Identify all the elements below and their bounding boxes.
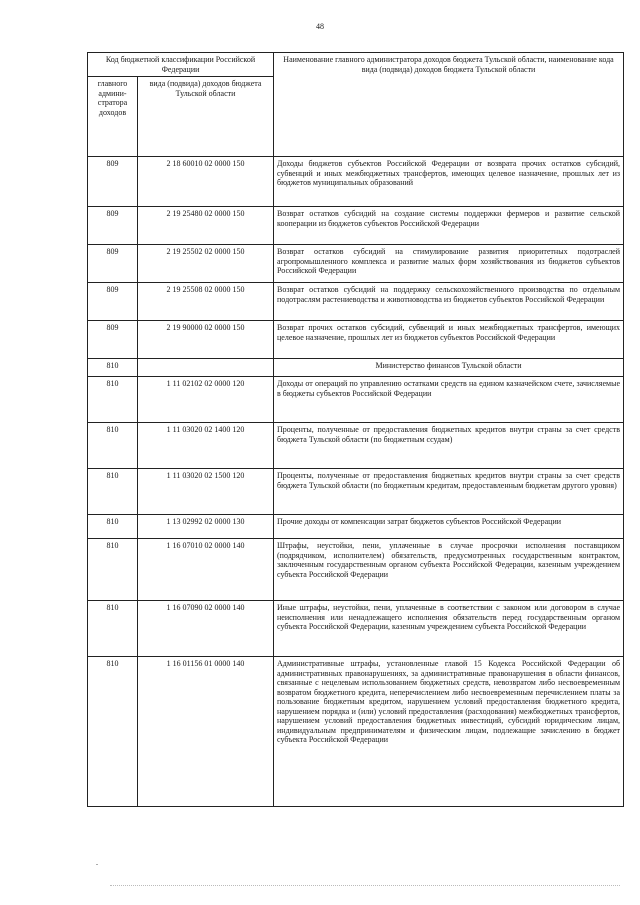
income-code-cell: 1 16 07090 02 0000 140 xyxy=(138,601,274,657)
income-code-cell: 2 19 25502 02 0000 150 xyxy=(138,245,274,283)
income-code-cell: 1 16 01156 01 0000 140 xyxy=(138,657,274,807)
admin-code-cell: 810 xyxy=(88,423,138,469)
income-name-cell: Административные штрафы, установленные главой 15 Кодекса Российской Федерации об административных правонарушениях, за административные правонарушения в области финансов, связанные с нецелевым использованием бюджетных средств, невозвратом либо несвоевременным возвратом бюджетного кредита, неперечислением либо несвоевременным перечислением платы за пользование бюджетным кредитом, нарушением условий предоставления бюджетного кредита, нарушением порядка и (или) условий предоставления (расходования) межбюджетных трансфертов, нарушением условий предоставления бюджетных инвестиций, субсидий юридическим лицам, индивидуальным предпринимателям и физическим лицам, подлежащие зачислению в бюджет субъекта Российской Федерации xyxy=(274,657,624,807)
income-code-cell: 1 11 03020 02 1400 120 xyxy=(138,423,274,469)
admin-code-cell: 810 xyxy=(88,515,138,539)
income-name-cell: Проценты, полученные от предоставления бюджетных кредитов внутри страны за счет средств бюджета Тульской области (по бюджетным кредитам, предоставленным бюджетам другого уровня) xyxy=(274,469,624,515)
table-row xyxy=(88,245,624,283)
income-name-cell: Проценты, полученные от предоставления бюджетных кредитов внутри страны за счет средств бюджета Тульской области (по бюджетным ссудам) xyxy=(274,423,624,469)
income-name-cell: Министерство финансов Тульской области xyxy=(274,359,624,377)
income-code-cell: 2 18 60010 02 0000 150 xyxy=(138,157,274,207)
kbk-header: Код бюджетной классификации Российской Федерации xyxy=(88,53,274,77)
page-number: 48 xyxy=(316,22,324,31)
table-row xyxy=(88,157,624,207)
admin-code-cell: 809 xyxy=(88,207,138,245)
table-row xyxy=(88,601,624,657)
admin-code-header: главного админи-стратора доходов xyxy=(88,77,138,157)
admin-code-cell: 809 xyxy=(88,245,138,283)
income-code-cell: 2 19 90000 02 0000 150 xyxy=(138,321,274,359)
income-kind-header: вида (подвида) доходов бюджета Тульской области xyxy=(138,77,274,157)
table-row xyxy=(88,469,624,515)
income-name-cell: Прочие доходы от компенсации затрат бюджетов субъектов Российской Федерации xyxy=(274,515,624,539)
income-code-cell: 1 16 07010 02 0000 140 xyxy=(138,539,274,601)
income-code-cell: 1 11 02102 02 0000 120 xyxy=(138,377,274,423)
admin-code-cell: 810 xyxy=(88,469,138,515)
table-row xyxy=(88,515,624,539)
income-code-cell xyxy=(138,359,274,377)
admin-code-cell: 809 xyxy=(88,157,138,207)
income-name-cell: Возврат прочих остатков субсидий, субвенций и иных межбюджетных трансфертов, имеющих целевое назначение, прошлых лет из бюджетов субъектов Российской Федерации xyxy=(274,321,624,359)
admin-code-cell: 809 xyxy=(88,321,138,359)
table-row xyxy=(88,359,624,377)
admin-code-cell: 810 xyxy=(88,657,138,807)
income-name-cell: Доходы бюджетов субъектов Российской Федерации от возврата прочих остатков субсидий, субвенций и иных межбюджетных трансфертов, имеющих целевое назначение, прошлых лет из бюджетов муниципальных образований xyxy=(274,157,624,207)
table-row xyxy=(88,377,624,423)
admin-code-cell: 810 xyxy=(88,601,138,657)
budget-classification-table xyxy=(87,52,624,807)
name-header: Наименование главного администратора доходов бюджета Тульской области, наименование кода вида (подвида) доходов бюджета Тульской области xyxy=(274,53,624,157)
admin-code-cell: 810 xyxy=(88,359,138,377)
footer-mark: . xyxy=(96,858,98,867)
table-row xyxy=(88,283,624,321)
income-name-cell: Штрафы, неустойки, пени, уплаченные в случае просрочки исполнения поставщиком (подрядчиком, исполнителем) обязательств, предусмотренных государственным контрактом, заключенным государственным органом субъекта Российской Федерации, казенным учреждением субъекта Российской Федерации xyxy=(274,539,624,601)
table-row xyxy=(88,207,624,245)
table-row xyxy=(88,321,624,359)
income-name-cell: Возврат остатков субсидий на поддержку сельскохозяйственного производства по отдельным подотраслям растениеводства и животноводства из бюджетов субъектов Российской Федерации xyxy=(274,283,624,321)
income-name-cell: Возврат остатков субсидий на создание системы поддержки фермеров и развитие сельской кооперации из бюджетов субъектов Российской Федерации xyxy=(274,207,624,245)
income-name-cell: Доходы от операций по управлению остатками средств на едином казначейском счете, зачисляемые в бюджеты субъектов Российской Федерации xyxy=(274,377,624,423)
table-row xyxy=(88,657,624,807)
table-row xyxy=(88,539,624,601)
header-row xyxy=(88,53,624,77)
table-row xyxy=(88,423,624,469)
footer-scan-line xyxy=(110,885,620,888)
admin-code-cell: 810 xyxy=(88,539,138,601)
admin-code-cell: 810 xyxy=(88,377,138,423)
admin-code-cell: 809 xyxy=(88,283,138,321)
income-code-cell: 1 11 03020 02 1500 120 xyxy=(138,469,274,515)
income-name-cell: Иные штрафы, неустойки, пени, уплаченные в соответствии с законом или договором в случае неисполнения или ненадлежащего исполнения обязательств перед государственным органом субъекта Российской Федерации, казенным учреждением субъекта Российской Федерации xyxy=(274,601,624,657)
income-code-cell: 1 13 02992 02 0000 130 xyxy=(138,515,274,539)
income-code-cell: 2 19 25480 02 0000 150 xyxy=(138,207,274,245)
income-name-cell: Возврат остатков субсидий на стимулирование развития приоритетных подотраслей агропромышленного комплекса и развитие малых форм хозяйствования из бюджетов субъектов Российской Федерации xyxy=(274,245,624,283)
income-code-cell: 2 19 25508 02 0000 150 xyxy=(138,283,274,321)
